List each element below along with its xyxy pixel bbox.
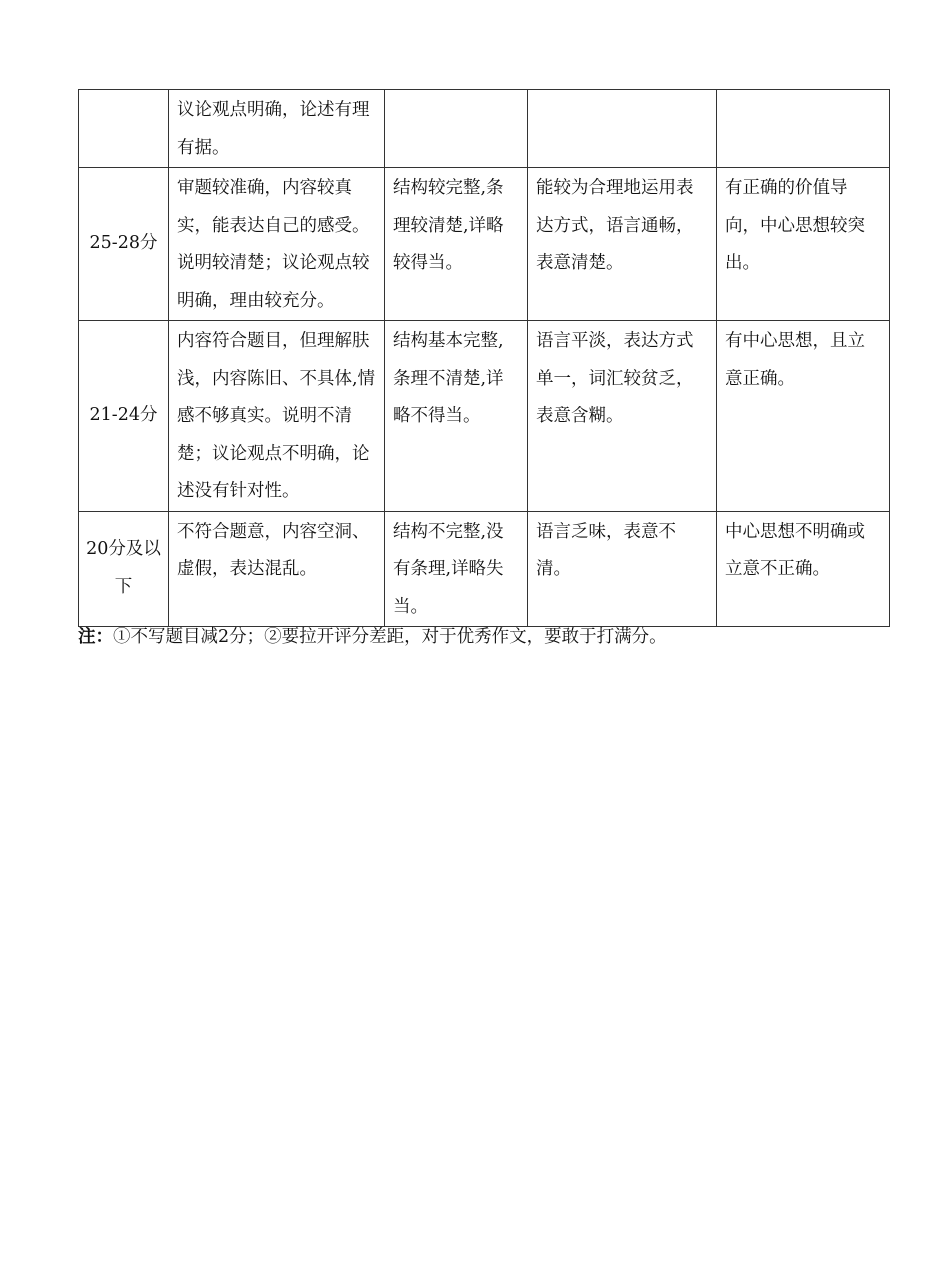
content-criteria-cell: 议论观点明确，论述有理有据。 [169,90,385,168]
score-band-cell [79,90,169,168]
structure-criteria-cell: 结构较完整,条理较清楚,详略较得当。 [385,168,528,321]
structure-criteria-cell [385,90,528,168]
theme-criteria-cell: 中心思想不明确或立意不正确。 [717,511,890,627]
scoring-note [78,623,889,651]
structure-criteria-cell: 结构不完整,没有条理,详略失当。 [385,511,528,627]
scoring-rubric-table [78,89,890,627]
theme-criteria-cell [717,90,890,168]
note-label: 注： [78,627,113,647]
content-criteria-cell: 不符合题意，内容空洞、虚假，表达混乱。 [169,511,385,627]
score-band-cell: 20分及以下 [79,511,169,627]
theme-criteria-cell: 有中心思想，且立意正确。 [717,321,890,512]
table-row [79,90,890,168]
language-criteria-cell: 语言平淡，表达方式单一，词汇较贫乏，表意含糊。 [528,321,717,512]
language-criteria-cell [528,90,717,168]
content-criteria-cell: 审题较准确，内容较真实，能表达自己的感受。说明较清楚；议论观点较明确，理由较充分。 [169,168,385,321]
note-text: ①不写题目减2分；②要拉开评分差距，对于优秀作文，要敢于打满分。 [113,627,667,647]
structure-criteria-cell: 结构基本完整,条理不清楚,详略不得当。 [385,321,528,512]
language-criteria-cell: 语言乏味，表意不清。 [528,511,717,627]
table-row [79,511,890,627]
content-criteria-cell: 内容符合题目，但理解肤浅，内容陈旧、不具体,情感不够真实。说明不清楚；议论观点不明确，论述没有针对性。 [169,321,385,512]
table-row [79,168,890,321]
theme-criteria-cell: 有正确的价值导向，中心思想较突出。 [717,168,890,321]
language-criteria-cell: 能较为合理地运用表达方式，语言通畅，表意清楚。 [528,168,717,321]
score-band-cell: 21-24分 [79,321,169,512]
table-row [79,321,890,512]
score-band-cell: 25-28分 [79,168,169,321]
